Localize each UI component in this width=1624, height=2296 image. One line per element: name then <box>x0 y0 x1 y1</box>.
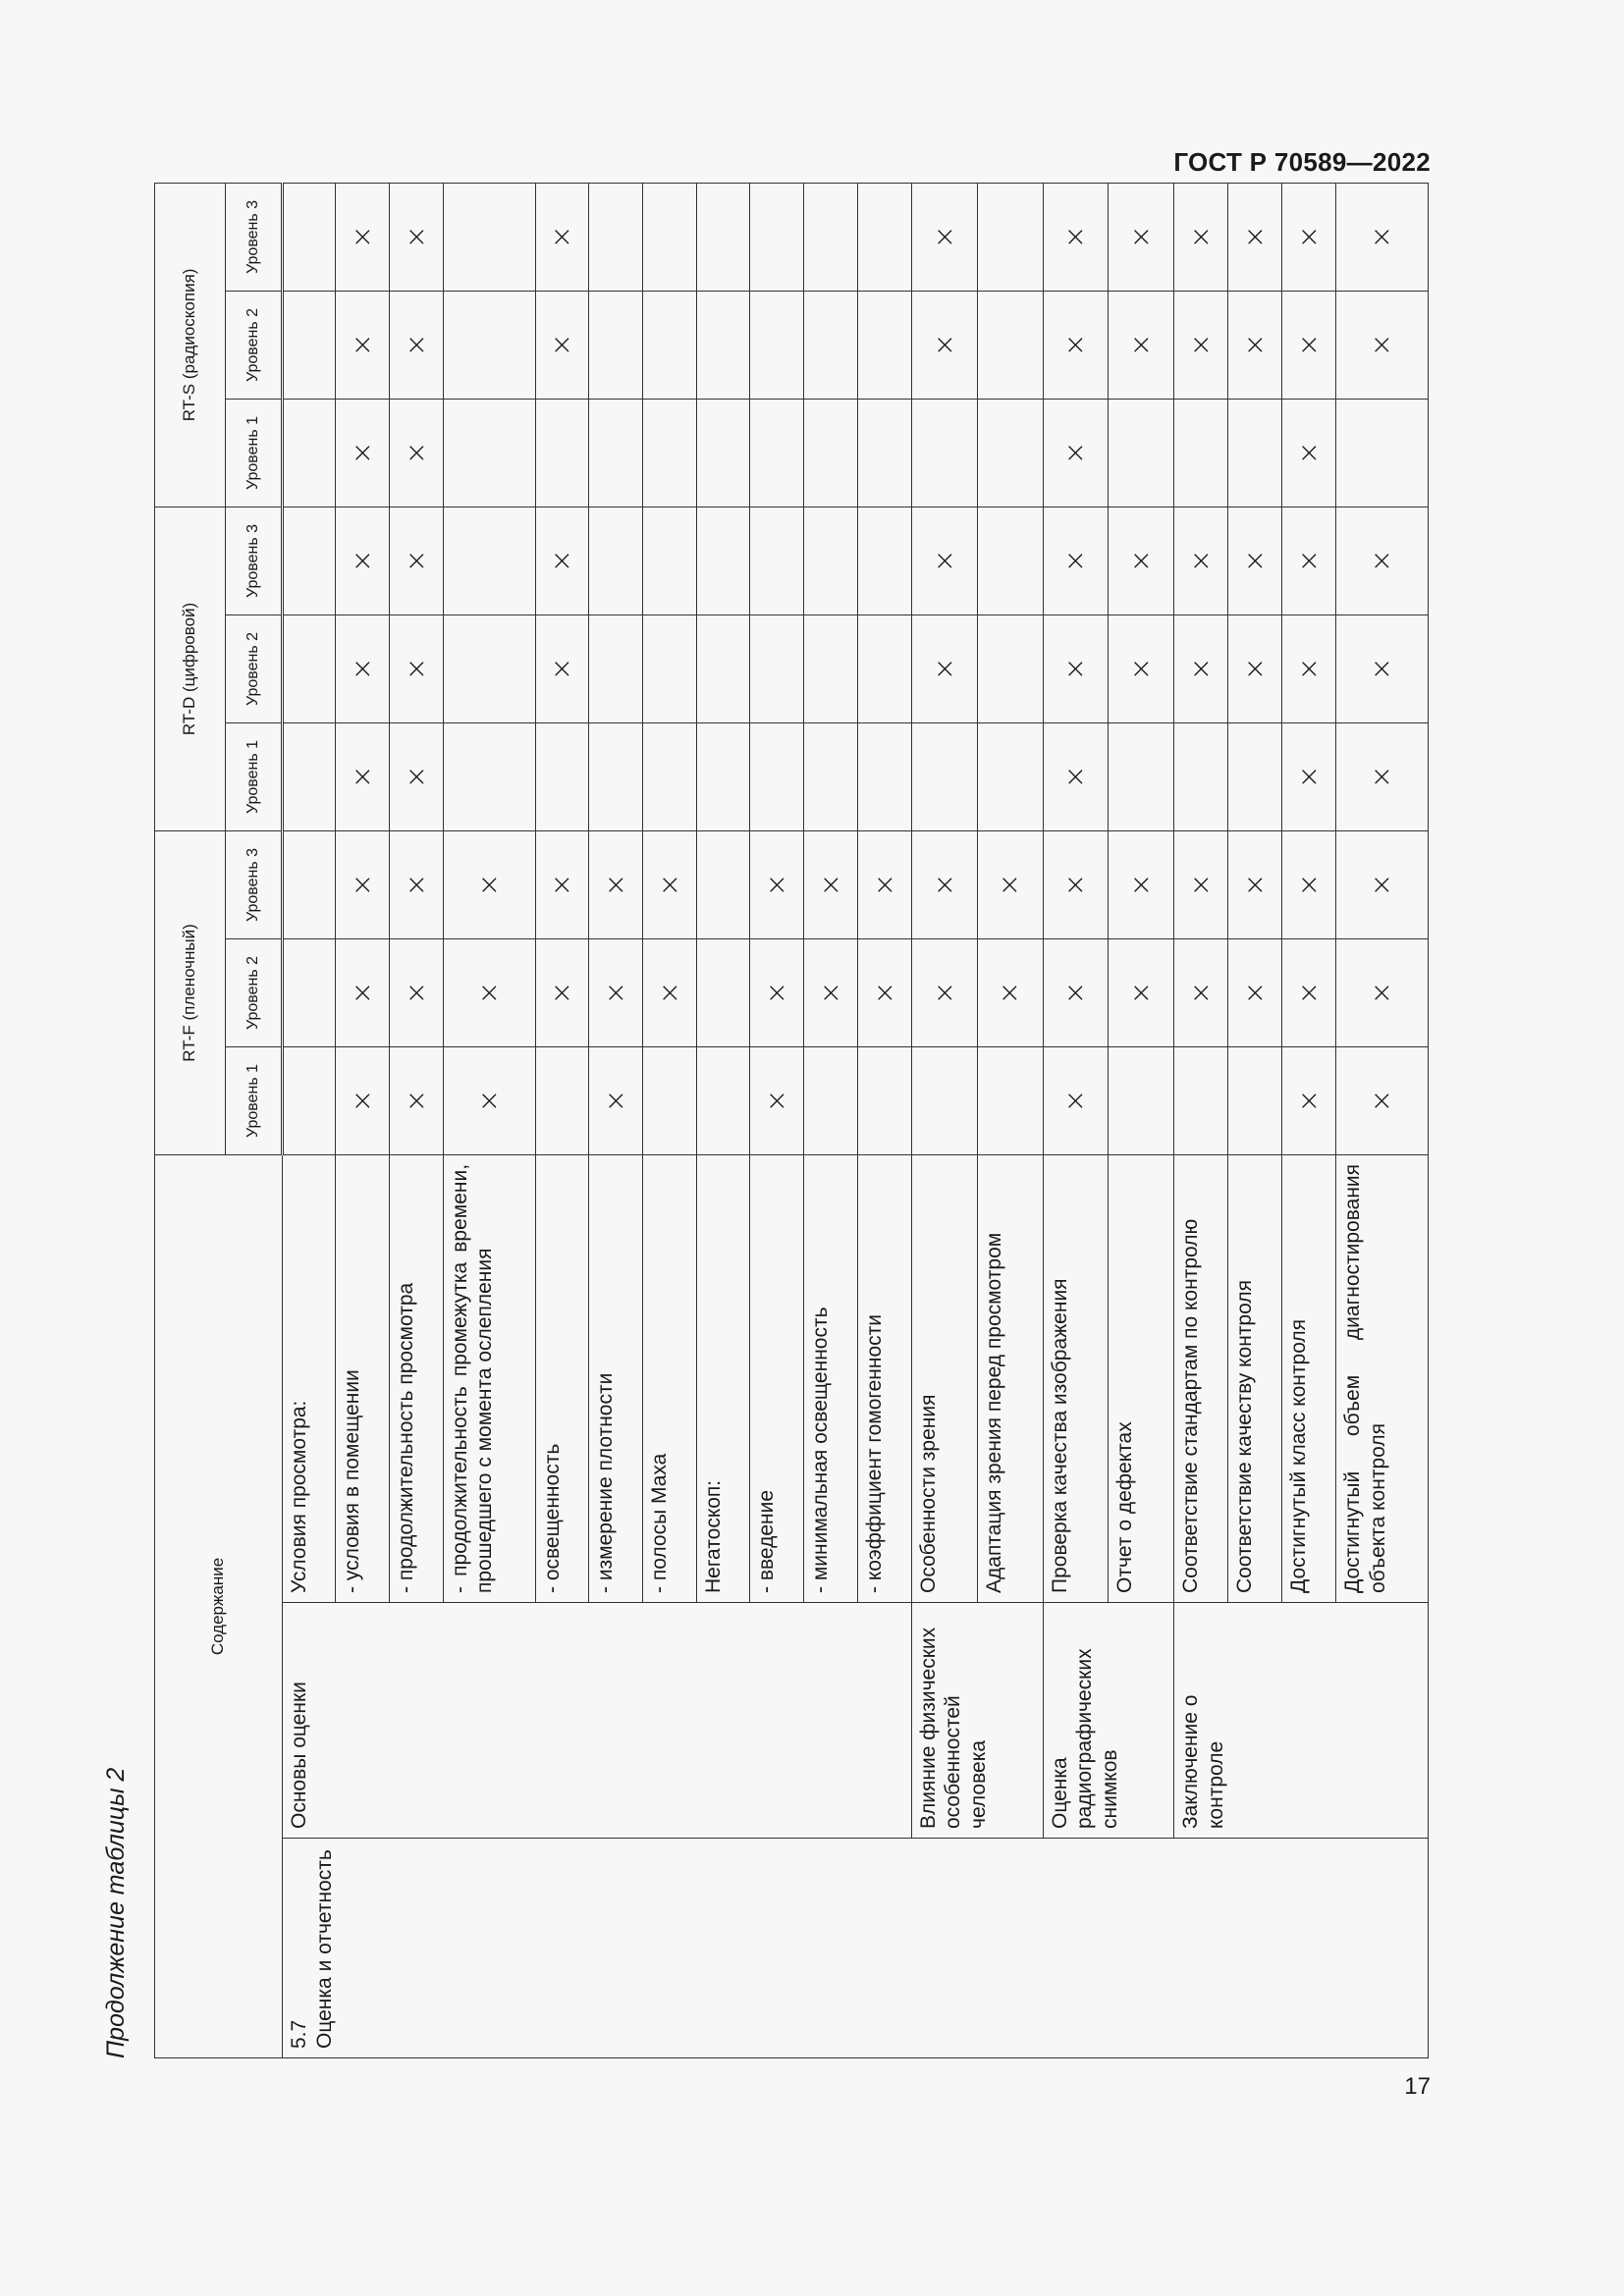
mark-cell-checked: × <box>1174 830 1228 938</box>
mark-cell-empty <box>589 507 643 614</box>
mark-cell-checked: × <box>1043 291 1109 399</box>
mark-cell-checked: × <box>1282 830 1336 938</box>
mark-cell-empty <box>697 1046 750 1154</box>
mark-cell-empty <box>911 1046 977 1154</box>
mark-cell-checked: × <box>443 830 535 938</box>
mark-cell-empty <box>977 399 1043 507</box>
header-row-groups <box>155 183 226 2057</box>
section-cell: 5.7 Оценка и отчетность <box>283 1839 1429 2058</box>
mark-cell-checked: × <box>1282 722 1336 830</box>
mark-cell-checked: × <box>389 291 443 399</box>
row-label: - введение <box>750 1154 804 1602</box>
mark-cell-empty <box>283 183 336 291</box>
mark-cell-empty <box>977 614 1043 722</box>
mark-cell-checked: × <box>335 614 389 722</box>
mark-cell-empty <box>857 507 911 614</box>
mark-cell-checked: × <box>389 830 443 938</box>
mark-cell-empty <box>857 291 911 399</box>
subsection-cell: Влияние физических особенностей человека <box>911 1603 1043 1839</box>
mark-cell-checked: × <box>911 938 977 1046</box>
row-label: Условия просмотра: <box>283 1154 336 1602</box>
mark-cell-empty <box>911 722 977 830</box>
mark-cell-checked: × <box>335 183 389 291</box>
mark-cell-checked: × <box>1282 614 1336 722</box>
mark-cell-empty <box>443 183 535 291</box>
mark-cell-empty <box>643 1046 697 1154</box>
subsection-cell: Оценка радиографических снимков <box>1043 1603 1174 1839</box>
mark-cell-empty <box>1174 1046 1228 1154</box>
mark-cell-checked: × <box>389 507 443 614</box>
rotated-table-block <box>90 193 1431 2058</box>
mark-cell-empty <box>803 291 857 399</box>
row-label: Негатоскоп: <box>697 1154 750 1602</box>
mark-cell-empty <box>1228 399 1282 507</box>
mark-cell-empty <box>1174 399 1228 507</box>
mark-cell-empty <box>283 291 336 399</box>
mark-cell-empty <box>697 722 750 830</box>
mark-cell-empty <box>697 291 750 399</box>
mark-cell-checked: × <box>911 291 977 399</box>
mark-cell-empty <box>443 507 535 614</box>
mark-cell-empty <box>857 183 911 291</box>
mark-cell-checked: × <box>589 1046 643 1154</box>
mark-cell-empty <box>911 399 977 507</box>
mark-cell-checked: × <box>911 507 977 614</box>
mark-cell-empty <box>589 183 643 291</box>
level-header: Уровень 2 <box>226 938 283 1046</box>
mark-cell-empty <box>589 399 643 507</box>
mark-cell-checked: × <box>1282 938 1336 1046</box>
level-header: Уровень 1 <box>226 1046 283 1154</box>
mark-cell-empty <box>803 183 857 291</box>
mark-cell-checked: × <box>443 938 535 1046</box>
row-label: - минимальная освещенность <box>803 1154 857 1602</box>
mark-cell-checked: × <box>1174 507 1228 614</box>
mark-cell-empty <box>750 507 804 614</box>
mark-cell-checked: × <box>803 830 857 938</box>
mark-cell-checked: × <box>750 830 804 938</box>
mark-cell-checked: × <box>389 614 443 722</box>
mark-cell-checked: × <box>1282 1046 1336 1154</box>
mark-cell-checked: × <box>643 830 697 938</box>
mark-cell-empty <box>643 614 697 722</box>
mark-cell-checked: × <box>1335 291 1428 399</box>
mark-cell-empty <box>535 1046 589 1154</box>
mark-cell-checked: × <box>1228 938 1282 1046</box>
mark-cell-checked: × <box>389 722 443 830</box>
mark-cell-checked: × <box>335 291 389 399</box>
mark-cell-empty <box>750 183 804 291</box>
mark-cell-empty <box>697 507 750 614</box>
mark-cell-checked: × <box>857 938 911 1046</box>
row-label: Адаптация зрения перед просмотром <box>977 1154 1043 1602</box>
mark-cell-checked: × <box>857 830 911 938</box>
level-header: Уровень 3 <box>226 507 283 614</box>
mark-cell-empty <box>977 183 1043 291</box>
mark-cell-empty <box>803 722 857 830</box>
mark-cell-checked: × <box>977 830 1043 938</box>
row-label: - условия в помещении <box>335 1154 389 1602</box>
row-label: Достигнутый класс контроля <box>1282 1154 1336 1602</box>
mark-cell-empty <box>643 291 697 399</box>
mark-cell-checked: × <box>335 507 389 614</box>
mark-cell-checked: × <box>911 614 977 722</box>
mark-cell-empty <box>589 614 643 722</box>
mark-cell-empty <box>750 291 804 399</box>
table-row <box>911 183 977 2057</box>
row-label: - освещенность <box>535 1154 589 1602</box>
mark-cell-empty <box>283 1046 336 1154</box>
mark-cell-checked: × <box>535 830 589 938</box>
row-label: - полосы Маха <box>643 1154 697 1602</box>
mark-cell-checked: × <box>1043 938 1109 1046</box>
mark-cell-checked: × <box>750 1046 804 1154</box>
mark-cell-empty <box>697 399 750 507</box>
mark-cell-empty <box>977 507 1043 614</box>
mark-cell-checked: × <box>1335 938 1428 1046</box>
mark-cell-checked: × <box>335 1046 389 1154</box>
mark-cell-checked: × <box>389 938 443 1046</box>
page-number: 17 <box>1404 2073 1431 2100</box>
mark-cell-checked: × <box>535 183 589 291</box>
mark-cell-checked: × <box>1043 507 1109 614</box>
mark-cell-empty <box>643 722 697 830</box>
mark-cell-checked: × <box>750 938 804 1046</box>
mark-cell-empty <box>857 1046 911 1154</box>
method-group-header: RT-F (пленочный) <box>155 830 226 1154</box>
mark-cell-empty <box>535 722 589 830</box>
mark-cell-checked: × <box>1043 399 1109 507</box>
mark-cell-empty <box>443 399 535 507</box>
mark-cell-empty <box>283 938 336 1046</box>
mark-cell-checked: × <box>535 507 589 614</box>
mark-cell-checked: × <box>1335 614 1428 722</box>
mark-cell-empty <box>643 507 697 614</box>
mark-cell-checked: × <box>1282 291 1336 399</box>
mark-cell-checked: × <box>589 938 643 1046</box>
mark-cell-empty <box>589 722 643 830</box>
mark-cell-empty <box>803 1046 857 1154</box>
mark-cell-checked: × <box>1282 507 1336 614</box>
mark-cell-checked: × <box>1043 722 1109 830</box>
mark-cell-checked: × <box>1228 830 1282 938</box>
mark-cell-checked: × <box>1335 722 1428 830</box>
mark-cell-empty <box>1228 1046 1282 1154</box>
mark-cell-checked: × <box>1043 830 1109 938</box>
mark-cell-checked: × <box>1228 291 1282 399</box>
table-row <box>283 183 336 2057</box>
method-group-header: RT-D (цифровой) <box>155 507 226 830</box>
level-header: Уровень 1 <box>226 722 283 830</box>
mark-cell-empty <box>803 507 857 614</box>
mark-cell-checked: × <box>1335 507 1428 614</box>
mark-cell-checked: × <box>335 938 389 1046</box>
level-header: Уровень 1 <box>226 399 283 507</box>
row-label: Проверка качества изображения <box>1043 1154 1109 1602</box>
mark-cell-checked: × <box>1335 830 1428 938</box>
mark-cell-empty <box>643 399 697 507</box>
mark-cell-checked: × <box>335 399 389 507</box>
mark-cell-checked: × <box>1109 938 1174 1046</box>
mark-cell-empty <box>1335 399 1428 507</box>
level-header: Уровень 2 <box>226 291 283 399</box>
row-label: Особенности зрения <box>911 1154 977 1602</box>
mark-cell-checked: × <box>1109 183 1174 291</box>
mark-cell-checked: × <box>589 830 643 938</box>
method-group-header: RT-S (радиоскопия) <box>155 183 226 507</box>
mark-cell-checked: × <box>803 938 857 1046</box>
mark-cell-checked: × <box>1174 938 1228 1046</box>
table-row <box>1043 183 1109 2057</box>
mark-cell-checked: × <box>1109 291 1174 399</box>
row-label: - коэффициент гомогенности <box>857 1154 911 1602</box>
row-label: - измерение плотности <box>589 1154 643 1602</box>
mark-cell-empty <box>535 399 589 507</box>
table-row <box>1174 183 1228 2057</box>
mark-cell-empty <box>283 830 336 938</box>
mark-cell-checked: × <box>1043 1046 1109 1154</box>
row-label: - продолжительность промежутка времени, прошедшего с момента ослепления <box>443 1154 535 1602</box>
mark-cell-checked: × <box>977 938 1043 1046</box>
mark-cell-checked: × <box>389 1046 443 1154</box>
mark-cell-checked: × <box>1043 614 1109 722</box>
mark-cell-empty <box>697 614 750 722</box>
mark-cell-empty <box>283 722 336 830</box>
mark-cell-empty <box>1109 399 1174 507</box>
row-label: Соответствие качеству контроля <box>1228 1154 1282 1602</box>
mark-cell-empty <box>857 722 911 830</box>
mark-cell-checked: × <box>389 183 443 291</box>
subsection-cell: Заключение о контроле <box>1174 1603 1429 1839</box>
mark-cell-checked: × <box>1282 183 1336 291</box>
mark-cell-checked: × <box>389 399 443 507</box>
mark-cell-checked: × <box>1174 291 1228 399</box>
row-label: Соответствие стандартам по контролю <box>1174 1154 1228 1602</box>
mark-cell-checked: × <box>535 614 589 722</box>
mark-cell-checked: × <box>1335 183 1428 291</box>
content-header: Содержание <box>155 1154 283 2057</box>
continuation-title: Продолжение таблицы 2 <box>102 1767 130 2058</box>
mark-cell-checked: × <box>1228 183 1282 291</box>
mark-cell-empty <box>283 507 336 614</box>
requirements-table <box>154 183 1429 2058</box>
mark-cell-empty <box>283 399 336 507</box>
mark-cell-empty <box>803 399 857 507</box>
mark-cell-empty <box>1228 722 1282 830</box>
mark-cell-empty <box>750 722 804 830</box>
row-label: Отчет о дефектах <box>1109 1154 1174 1602</box>
mark-cell-checked: × <box>535 291 589 399</box>
row-label: Достигнутый объем диагностирования объекта контроля <box>1335 1154 1428 1602</box>
mark-cell-checked: × <box>911 830 977 938</box>
mark-cell-checked: × <box>1174 614 1228 722</box>
level-header: Уровень 2 <box>226 614 283 722</box>
standard-designation: ГОСТ Р 70589—2022 <box>1173 147 1431 177</box>
mark-cell-empty <box>283 614 336 722</box>
mark-cell-empty <box>750 614 804 722</box>
mark-cell-empty <box>857 614 911 722</box>
mark-cell-checked: × <box>1109 507 1174 614</box>
row-label: - продолжительность просмотра <box>389 1154 443 1602</box>
mark-cell-empty <box>443 722 535 830</box>
mark-cell-checked: × <box>643 938 697 1046</box>
mark-cell-checked: × <box>1109 614 1174 722</box>
mark-cell-empty <box>750 399 804 507</box>
mark-cell-empty <box>1109 1046 1174 1154</box>
level-header: Уровень 3 <box>226 183 283 291</box>
mark-cell-empty <box>857 399 911 507</box>
mark-cell-empty <box>443 614 535 722</box>
mark-cell-empty <box>977 291 1043 399</box>
mark-cell-checked: × <box>335 830 389 938</box>
mark-cell-empty <box>803 614 857 722</box>
mark-cell-checked: × <box>535 938 589 1046</box>
mark-cell-checked: × <box>335 722 389 830</box>
mark-cell-empty <box>697 938 750 1046</box>
mark-cell-checked: × <box>1335 1046 1428 1154</box>
mark-cell-empty <box>443 291 535 399</box>
mark-cell-empty <box>977 1046 1043 1154</box>
mark-cell-empty <box>1174 722 1228 830</box>
mark-cell-checked: × <box>911 183 977 291</box>
mark-cell-empty <box>697 183 750 291</box>
subsection-cell: Основы оценки <box>283 1603 912 1839</box>
mark-cell-empty <box>589 291 643 399</box>
mark-cell-checked: × <box>1043 183 1109 291</box>
mark-cell-checked: × <box>1174 183 1228 291</box>
mark-cell-empty <box>977 722 1043 830</box>
mark-cell-checked: × <box>1282 399 1336 507</box>
mark-cell-empty <box>697 830 750 938</box>
mark-cell-checked: × <box>1109 830 1174 938</box>
mark-cell-empty <box>1109 722 1174 830</box>
mark-cell-checked: × <box>1228 507 1282 614</box>
mark-cell-empty <box>643 183 697 291</box>
mark-cell-checked: × <box>1228 614 1282 722</box>
mark-cell-checked: × <box>443 1046 535 1154</box>
level-header: Уровень 3 <box>226 830 283 938</box>
